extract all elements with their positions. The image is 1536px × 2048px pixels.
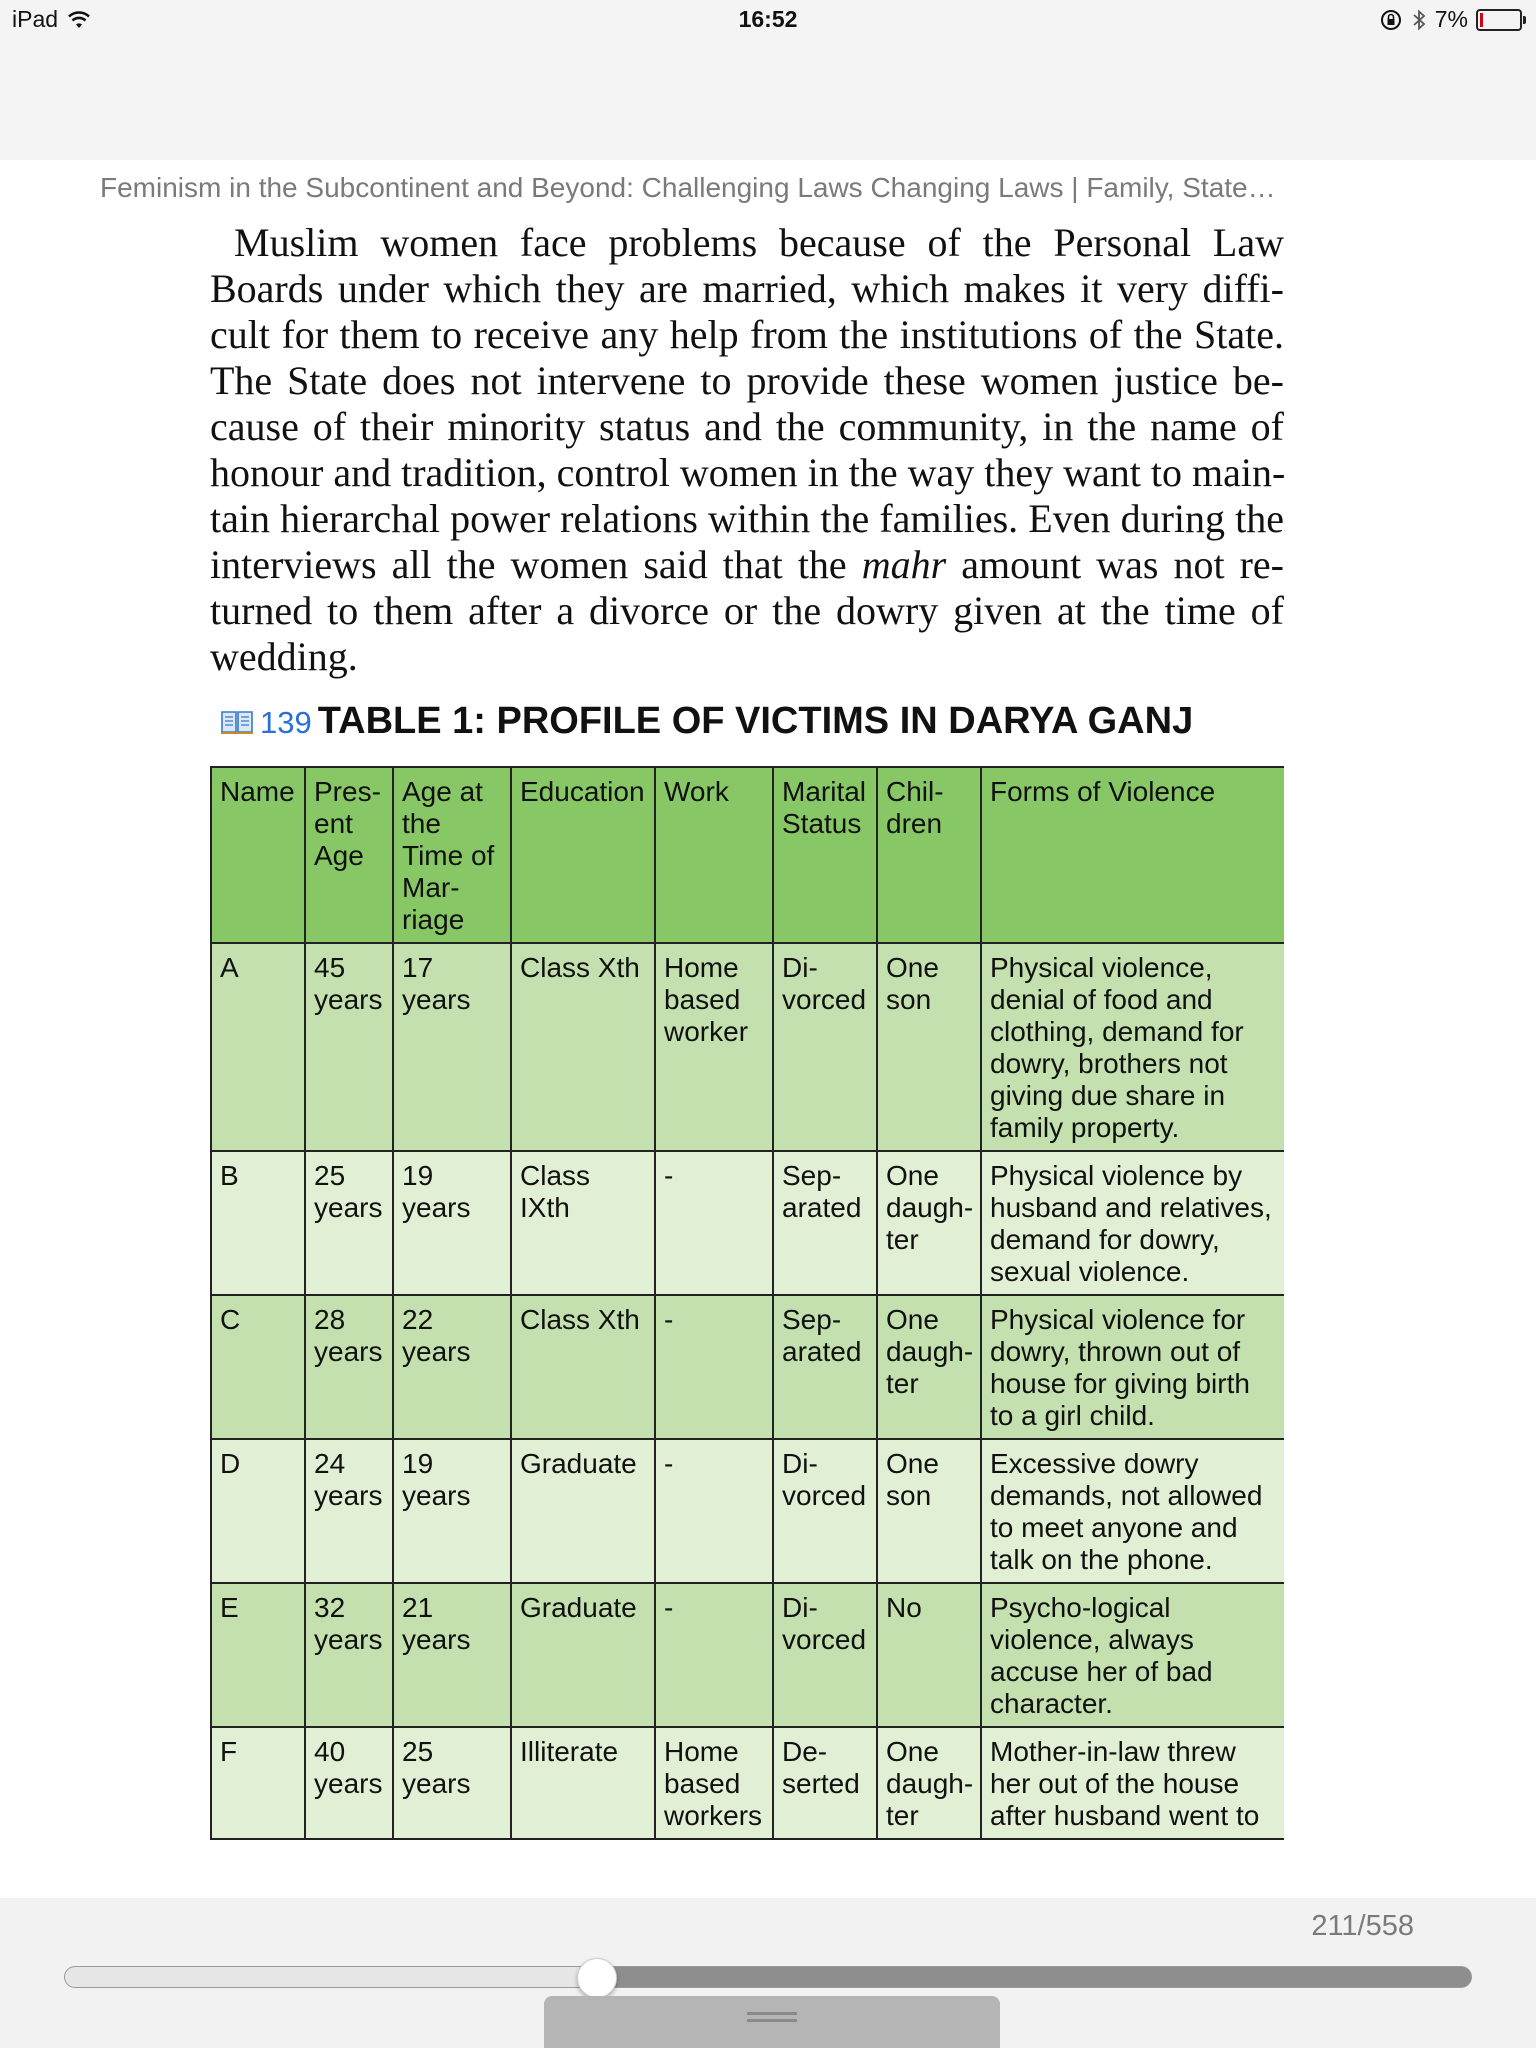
cell-text: Di- xyxy=(782,1592,818,1623)
cell-text: Mother-in-law threw xyxy=(990,1736,1236,1767)
cell-name xyxy=(211,1439,305,1583)
cell-text: One xyxy=(886,1736,939,1767)
table-row xyxy=(211,1583,1284,1727)
cell-text: riage xyxy=(402,904,465,935)
table-title xyxy=(220,700,1193,743)
cell-text: vorced xyxy=(782,1480,867,1511)
cell-text: 32 xyxy=(314,1592,346,1623)
open-book-icon[interactable] xyxy=(220,708,254,736)
cell-name xyxy=(211,1727,305,1839)
status-time: 16:52 xyxy=(738,6,798,32)
cell-work xyxy=(655,1727,773,1839)
cell-text: ent xyxy=(314,808,353,839)
cell-text: clothing, demand for xyxy=(990,1016,1244,1047)
cell-text: based xyxy=(664,984,741,1015)
cell-education xyxy=(511,1295,655,1439)
reader-bottom-bar xyxy=(0,1898,1536,2048)
cell-text: Marital xyxy=(782,776,867,807)
cell-text: F xyxy=(220,1736,238,1767)
cell-marital-status xyxy=(773,1727,877,1839)
cell-forms-of-violence xyxy=(981,1727,1284,1839)
rotation-lock-icon xyxy=(1379,8,1403,32)
cell-text: years xyxy=(314,1480,383,1511)
italic-term: mahr xyxy=(861,542,947,587)
cell-text: Home xyxy=(664,1736,739,1767)
cell-text: 24 xyxy=(314,1448,346,1479)
cell-present-age xyxy=(305,943,393,1151)
table-row xyxy=(211,1151,1284,1295)
slider-read-portion xyxy=(65,1967,596,1987)
cell-work xyxy=(655,1583,773,1727)
cell-text: Status xyxy=(782,808,862,839)
cell-text: Psycho-logical xyxy=(990,1592,1171,1623)
cell-text: D xyxy=(220,1448,241,1479)
paragraph-line: wedding. xyxy=(210,634,358,679)
cell-name xyxy=(211,1151,305,1295)
page-slider-thumb[interactable] xyxy=(577,1958,617,1998)
cell-text: Sep- xyxy=(782,1160,842,1191)
table-row xyxy=(211,1295,1284,1439)
cell-text: - xyxy=(664,1592,674,1623)
cell-marital-status xyxy=(773,1439,877,1583)
cell-text: to a girl child. xyxy=(990,1400,1155,1431)
cell-text: Class xyxy=(520,1160,591,1191)
header-name xyxy=(211,767,305,943)
cell-text: Class Xth xyxy=(520,952,640,983)
cell-text: years xyxy=(314,1336,383,1367)
cell-text: 25 xyxy=(314,1160,346,1191)
cell-text: ter xyxy=(886,1368,919,1399)
cell-text: years xyxy=(402,1768,471,1799)
cell-forms-of-violence xyxy=(981,943,1284,1151)
cell-children xyxy=(877,1727,981,1839)
cell-text: Physical violence, xyxy=(990,952,1213,983)
battery-icon xyxy=(1476,9,1522,31)
cell-text: Education xyxy=(520,776,645,807)
cell-text: One xyxy=(886,1160,939,1191)
cell-text: E xyxy=(220,1592,239,1623)
cell-children xyxy=(877,943,981,1151)
cell-text: Graduate xyxy=(520,1448,637,1479)
battery-percent: 7% xyxy=(1434,6,1468,32)
header-work xyxy=(655,767,773,943)
cell-text: No xyxy=(886,1592,922,1623)
cell-text: Age at xyxy=(402,776,483,807)
battery-level xyxy=(1480,13,1483,27)
cell-text: Physical violence for xyxy=(990,1304,1246,1335)
paragraph-line: cause of their minority status and the community, in the name of xyxy=(210,404,1284,449)
cell-text: One xyxy=(886,1448,939,1479)
cell-forms-of-violence xyxy=(981,1583,1284,1727)
cell-text: 25 xyxy=(402,1736,434,1767)
cell-age-at-marriage xyxy=(393,1727,511,1839)
cell-text: Di- xyxy=(782,952,818,983)
cell-text: character. xyxy=(990,1688,1113,1719)
cell-text: One xyxy=(886,952,939,983)
cell-text: to meet anyone and xyxy=(990,1512,1238,1543)
drawer-handle[interactable] xyxy=(544,1996,1000,2048)
cell-text: Excessive dowry xyxy=(990,1448,1199,1479)
cell-text: One xyxy=(886,1304,939,1335)
cell-text: - xyxy=(664,1304,674,1335)
bluetooth-icon xyxy=(1411,8,1427,32)
cell-education xyxy=(511,1583,655,1727)
cell-text: Physical violence by xyxy=(990,1160,1243,1191)
cell-text: C xyxy=(220,1304,241,1335)
cell-text: family property. xyxy=(990,1112,1180,1143)
cell-text: - xyxy=(664,1448,674,1479)
cell-marital-status xyxy=(773,1151,877,1295)
cell-forms-of-violence xyxy=(981,1295,1284,1439)
cell-text: the xyxy=(402,808,441,839)
cell-text: sexual violence. xyxy=(990,1256,1190,1287)
cell-marital-status xyxy=(773,1295,877,1439)
paragraph-line: cult for them to receive any help from the institutions of the State. xyxy=(210,312,1284,357)
cell-present-age xyxy=(305,1439,393,1583)
cell-text: denial of food and xyxy=(990,984,1213,1015)
device-name: iPad xyxy=(12,6,59,32)
cell-text: violence, always xyxy=(990,1624,1194,1655)
paragraph-line xyxy=(210,542,1284,588)
cell-work xyxy=(655,943,773,1151)
cell-text: serted xyxy=(782,1768,860,1799)
cell-text: worker xyxy=(664,1016,749,1047)
cell-text: arated xyxy=(782,1336,862,1367)
cell-text: years xyxy=(314,1624,383,1655)
cell-text: 28 xyxy=(314,1304,346,1335)
cell-text: ter xyxy=(886,1224,919,1255)
header-present-age xyxy=(305,767,393,943)
cell-text: 19 xyxy=(402,1160,434,1191)
line-text: amount was not re- xyxy=(946,542,1284,587)
grip-icon xyxy=(747,2012,797,2032)
cell-marital-status xyxy=(773,1583,877,1727)
cell-education xyxy=(511,1439,655,1583)
cell-text: ter xyxy=(886,1800,919,1831)
cell-text: A xyxy=(220,952,239,983)
cell-education xyxy=(511,943,655,1151)
cell-text: arated xyxy=(782,1192,862,1223)
cell-text: Age xyxy=(314,840,364,871)
cell-text: Time of xyxy=(402,840,495,871)
cell-text: 19 xyxy=(402,1448,434,1479)
cell-work xyxy=(655,1439,773,1583)
body-paragraph xyxy=(210,220,1284,680)
paragraph-line: tain hierarchal power relations within the families. Even during the xyxy=(210,496,1284,541)
cell-text: B xyxy=(220,1160,239,1191)
cell-text: talk on the phone. xyxy=(990,1544,1213,1575)
cell-age-at-marriage xyxy=(393,1295,511,1439)
cell-text: after husband went to xyxy=(990,1800,1260,1831)
cell-marital-status xyxy=(773,943,877,1151)
line-text: interviews all the women said that the xyxy=(210,542,862,587)
cell-text: demand for dowry, xyxy=(990,1224,1220,1255)
cell-text: dowry, brothers not xyxy=(990,1048,1228,1079)
cell-text: years xyxy=(402,1192,471,1223)
cell-text: Mar- xyxy=(402,872,460,903)
header-children xyxy=(877,767,981,943)
cell-text: 17 xyxy=(402,952,434,983)
cell-text: 21 xyxy=(402,1592,434,1623)
cell-text: based xyxy=(664,1768,741,1799)
cell-text: years xyxy=(314,1192,383,1223)
cell-text: daugh- xyxy=(886,1336,974,1367)
table-row xyxy=(211,1439,1284,1583)
cell-text: dowry, thrown out of xyxy=(990,1336,1241,1367)
table-header-row xyxy=(211,767,1284,943)
cell-name xyxy=(211,1295,305,1439)
cell-text: workers xyxy=(664,1800,763,1831)
cell-text: husband and relatives, xyxy=(990,1192,1272,1223)
paragraph-line: The State does not intervene to provide these women justice be- xyxy=(210,358,1284,403)
cell-work xyxy=(655,1151,773,1295)
table-title-text: TABLE 1: PROFILE OF VICTIMS IN DARYA GANJ xyxy=(317,700,1194,742)
cell-children xyxy=(877,1583,981,1727)
cell-text: years xyxy=(314,1768,383,1799)
cell-text: son xyxy=(886,984,932,1015)
cell-present-age xyxy=(305,1583,393,1727)
cell-text: Pres- xyxy=(314,776,381,807)
cell-text: daugh- xyxy=(886,1192,974,1223)
cell-text: IXth xyxy=(520,1192,570,1223)
cell-forms-of-violence xyxy=(981,1439,1284,1583)
cell-text: Illiterate xyxy=(520,1736,619,1767)
header-forms-of-violence xyxy=(981,767,1284,943)
cell-text: 40 xyxy=(314,1736,346,1767)
cell-text: 45 xyxy=(314,952,346,983)
table-row xyxy=(211,943,1284,1151)
status-right xyxy=(1379,6,1522,33)
cell-text: demands, not allowed xyxy=(990,1480,1263,1511)
cell-name xyxy=(211,1583,305,1727)
page-slider-track[interactable] xyxy=(64,1966,1472,1988)
book-title-header: Feminism in the Subcontinent and Beyond: Challenging Laws Changing Laws | Family, State… xyxy=(100,172,1276,203)
cell-forms-of-violence xyxy=(981,1151,1284,1295)
cell-text: Work xyxy=(664,776,729,807)
cell-text: dren xyxy=(886,808,943,839)
cell-education xyxy=(511,1727,655,1839)
cell-text: vorced xyxy=(782,984,867,1015)
cell-text: Chil- xyxy=(886,776,944,807)
cell-text: Di- xyxy=(782,1448,818,1479)
cell-text: - xyxy=(664,1160,674,1191)
cell-text: De- xyxy=(782,1736,828,1767)
cell-age-at-marriage xyxy=(393,1439,511,1583)
page-counter: 211/558 xyxy=(1311,1910,1414,1942)
table-body xyxy=(211,943,1284,1839)
cell-present-age xyxy=(305,1727,393,1839)
header-age-at-marriage xyxy=(393,767,511,943)
page-reference-link[interactable]: 139 xyxy=(260,705,312,740)
cell-name xyxy=(211,943,305,1151)
cell-text: giving due share in xyxy=(990,1080,1226,1111)
cell-age-at-marriage xyxy=(393,943,511,1151)
table-row xyxy=(211,1727,1284,1839)
cell-text: Name xyxy=(220,776,295,807)
cell-text: Forms of Violence xyxy=(990,776,1216,807)
cell-text: house for giving birth xyxy=(990,1368,1250,1399)
cell-text: years xyxy=(314,984,383,1015)
paragraph-line: Boards under which they are married, which makes it very diffi- xyxy=(210,266,1284,311)
cell-text: years xyxy=(402,984,471,1015)
cell-text: son xyxy=(886,1480,932,1511)
cell-text: years xyxy=(402,1480,471,1511)
cell-children xyxy=(877,1151,981,1295)
paragraph-line: Muslim women face problems because of the Personal Law xyxy=(234,220,1284,265)
cell-text: years xyxy=(402,1624,471,1655)
cell-present-age xyxy=(305,1151,393,1295)
cell-age-at-marriage xyxy=(393,1583,511,1727)
cell-text: 22 xyxy=(402,1304,434,1335)
paragraph-line: turned to them after a divorce or the dowry given at the time of xyxy=(210,588,1284,633)
cell-age-at-marriage xyxy=(393,1151,511,1295)
cell-text: accuse her of bad xyxy=(990,1656,1213,1687)
cell-work xyxy=(655,1295,773,1439)
cell-text: Home xyxy=(664,952,739,983)
table-viewport xyxy=(210,766,1284,1860)
cell-text: daugh- xyxy=(886,1768,974,1799)
cell-text: Class Xth xyxy=(520,1304,640,1335)
header-education xyxy=(511,767,655,943)
cell-text: vorced xyxy=(782,1624,867,1655)
cell-education xyxy=(511,1151,655,1295)
header-marital-status xyxy=(773,767,877,943)
victims-table xyxy=(210,766,1284,1840)
cell-present-age xyxy=(305,1295,393,1439)
paragraph-line: honour and tradition, control women in the way they want to main- xyxy=(210,450,1286,495)
cell-children xyxy=(877,1439,981,1583)
cell-text: Graduate xyxy=(520,1592,637,1623)
cell-text: Sep- xyxy=(782,1304,842,1335)
cell-children xyxy=(877,1295,981,1439)
cell-text: years xyxy=(402,1336,471,1367)
status-bar xyxy=(0,0,1536,160)
cell-text: her out of the house xyxy=(990,1768,1240,1799)
